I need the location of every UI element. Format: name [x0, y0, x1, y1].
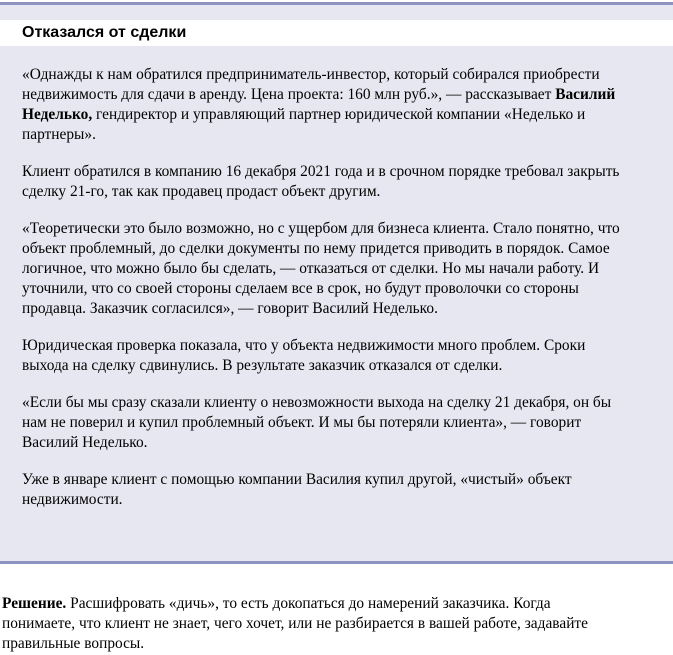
solution-paragraph: [2, 594, 602, 654]
paragraph-outcome: Уже в январе клиент с помощью компании Василия купил другой, «чистый» объект недвижимости.: [22, 471, 572, 508]
paragraph-quote-if: «Если бы мы сразу сказали клиенту о невозможности выхода на сделку 21 декабря, он бы нам не поверил и купил проблемный объект. И мы бы потеряли клиента», — говорит Василий Неделько.: [22, 394, 612, 451]
intro-quote: «Однажды к нам обратился предприниматель-инвестор, который собирался приобрести недвижимость для сдачи в аренду. Цена проекта: 160 млн руб.», — рассказывает: [22, 66, 600, 103]
paragraph-quote-theory: «Теоретически это было возможно, но с ущербом для бизнеса клиента. Стало понятно, что объект проблемный, до сделки документы по нему придется приводить в порядок. Самое логичное, что можно было бы сделать, — отказаться от сделки. Но мы начали работу. И уточнили, что со своей стороны сделаем все в срок, но будут проволочки со стороны продавца. Заказчик согласился», — говорит Василий Неделько.: [22, 220, 620, 317]
paragraph-legal-check: Юридическая проверка показала, что у объекта недвижимости много проблем. Сроки выхода на сделку сдвинулись. В результате заказчик отказался от сделки.: [22, 337, 586, 374]
paragraph-intro: [22, 65, 622, 145]
solution-label: Решение.: [2, 595, 67, 612]
intro-attribution: гендиректор и управляющий партнер юридической компании «Неделько и партнеры».: [22, 106, 586, 143]
paragraph-client-request: Клиент обратился в компанию 16 декабря 2021 года и в срочном порядке требовал закрыть сделку 21-го, так как продавец продаст объект другим.: [22, 163, 620, 200]
speaker-name: Василий Неделько,: [22, 86, 616, 123]
case-title: Отказался от сделки: [22, 24, 187, 41]
solution-text: Расшифровать «дичь», то есть докопаться до намерений заказчика. Когда понимаете, что клиент не знает, чего хочет, или не разбирается в вашей работе, задавайте правильные вопросы.: [2, 595, 588, 652]
case-body: [22, 65, 622, 527]
box-top-rule: [0, 2, 673, 5]
box-bottom-rule: [0, 561, 673, 564]
case-box: [0, 2, 673, 564]
